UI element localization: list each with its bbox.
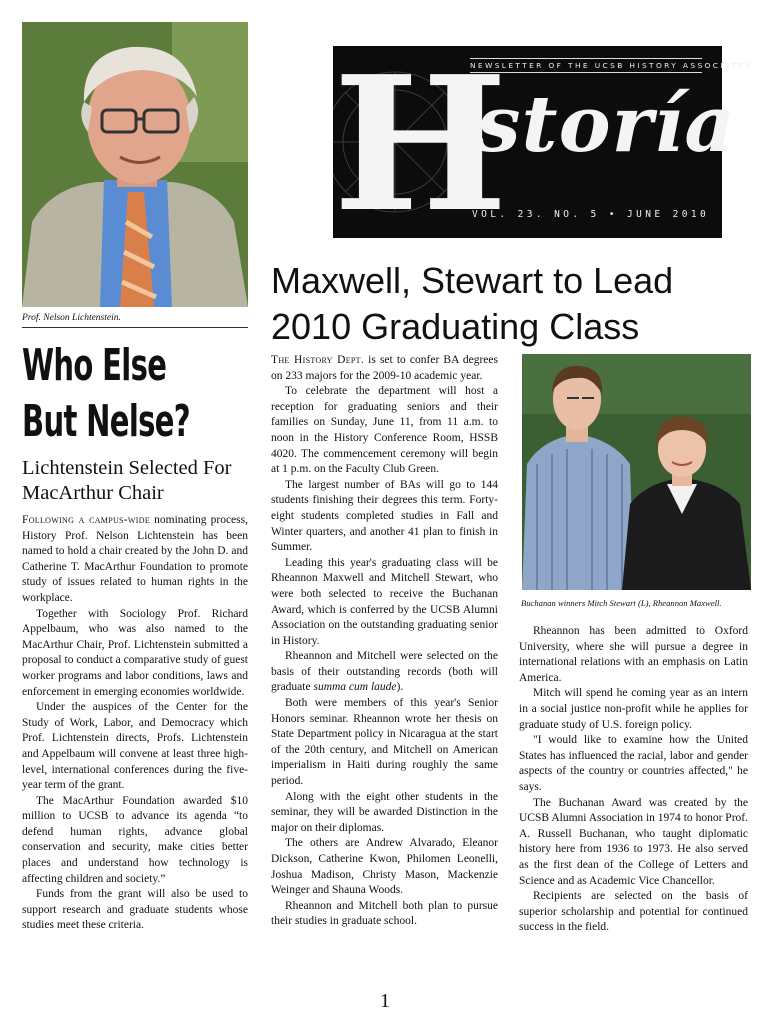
left-article-body [22, 513, 248, 934]
paragraph [271, 353, 498, 384]
lead-smallcaps: The History Dept. [271, 354, 365, 366]
winners-photo [522, 354, 751, 590]
divider [22, 327, 248, 328]
paragraph: "I would like to examine how the United States has influenced the racial, labor and gender aspects of the country or countries affected," he says. [519, 734, 748, 793]
main-headline: Maxwell, Stewart to Lead 2010 Graduating Class [271, 260, 674, 347]
winners-image [522, 354, 751, 590]
paragraph: Recipients are selected on the basis of superior scholarship and potential for continued success in the field. [519, 890, 748, 934]
who-else-headline [22, 338, 240, 450]
paragraph [22, 513, 248, 607]
paragraph: Leading this year's graduating class will be Rheannon Maxwell and Mitchell Stewart, who were both selected to receive the Buchanan Award, which is conferred by the UCSB Alumni Association on the outstanding graduating senior in History. [271, 556, 498, 647]
paragraph [271, 649, 498, 696]
headline-line: But Nelse? [22, 396, 190, 447]
issue-info: VOL. 23. NO. 5 • JUNE 2010 [472, 209, 710, 220]
professor-photo [22, 22, 248, 307]
paragraph: To celebrate the department will host a reception for graduating seniors and their families on Sunday, June 11, from 11 a.m. to noon in the History Conference Room, HSSB 4020. The commencement ceremony will begin at 1 p.m. on the Faculty Club Green. [271, 385, 498, 476]
paragraph: Mitch will spend he coming year as an intern in a social justice non-profit while he applies for graduate study of U.S. foreign policy. [519, 687, 748, 731]
paragraph-text: Rheannon and Mitchell were selected on the basis of their outstanding records (both will graduate [271, 650, 498, 694]
paragraph: Both were members of this year's Senior Honors seminar. Rheannon wrote her thesis on State Department policy in Nicaragua at the start of the 20th century, and Mitchell on American imperialism in Haiti during roughly the same period. [271, 697, 498, 788]
professor-portrait-image [22, 22, 248, 307]
professor-photo-caption: Prof. Nelson Lichtenstein. [22, 313, 121, 323]
paragraph: Rheannon and Mitchell both plan to pursue their studies in graduate school. [271, 899, 498, 928]
lead-smallcaps: Following a campus-wide [22, 514, 151, 526]
right-article-body [519, 624, 748, 936]
winners-photo-caption: Buchanan winners Mitch Stewart (L), Rheannon Maxwell. [521, 598, 722, 608]
paragraph-text: ). [396, 681, 404, 694]
paragraph-text: nominating process, History Prof. Nelson Lichtenstein has been named to hold a chair created by the John D. and Catherine T. MacArthur Foundation to promote study of issues related to human rights in the workplace. [22, 514, 248, 604]
paragraph: The largest number of BAs will go to 144 students finishing their degrees this term. Forty-eight students completed studies in Fall and Winter quarters, and another 41 plan to finish in Summer. [271, 478, 498, 554]
paragraph: Along with the eight other students in the seminar, they will be awarded Distinction in the major on their diplomas. [271, 790, 498, 834]
lichtenstein-subhead: Lichtenstein Selected For MacArthur Chair [22, 457, 232, 504]
paragraph: The MacArthur Foundation awarded $10 million to UCSB to advance its agenda “to defend human rights, advance global conservation and security, make cities better places and understand how technology is affecting children and society.” [22, 794, 248, 885]
masthead-big-letter: H [333, 35, 508, 253]
headline-line: Who Else [22, 340, 167, 391]
paragraph: Together with Sociology Prof. Richard Appelbaum, who was also named to the MacArthur Chair, Prof. Lichtenstein submitted a proposal to conduct a comparative study of guest worker programs and labor conditions, laws and enforcement in emerging economies worldwide. [22, 607, 248, 698]
page-number: 1 [380, 990, 390, 1012]
paragraph: Rheannon has been admitted to Oxford University, where she will pursue a degree in international relations with an emphasis on Latin America. [519, 625, 748, 684]
paragraph: The others are Andrew Alvarado, Eleanor Dickson, Catherine Kwon, Philomen Leonelli, Joshua Madison, Christy Mason, Mackenzie Weinger and Shauna Woods. [271, 837, 498, 897]
paragraph-text: is set to confer BA degrees on 233 majors for the 2009-10 academic year. [271, 354, 498, 382]
masthead-title: istoría [446, 79, 736, 170]
paragraph: Funds from the grant will also be used to support research and graduate students whose studies meet these criteria. [22, 888, 248, 932]
newsletter-tagline: NEWSLETTER OF THE UCSB HISTORY ASSOCIATES [470, 58, 702, 73]
main-article-body [271, 353, 498, 930]
emphasis-text: summa cum laude [313, 681, 397, 694]
paragraph: The Buchanan Award was created by the UCSB Alumni Association in 1974 to honor Prof. A. Russell Buchanan, who taught diplomatic history here from 1936 to 1973. He also served as the first dean of the College of Letters and Science and as Academic Vice Chancellor. [519, 796, 748, 887]
paragraph: Under the auspices of the Center for the Study of Work, Labor, and Democracy which Prof. Lichtenstein directs, Profs. Lichtenstein and Appelbaum will convene at least three high-level, international conferences during the five-year term of the grant. [22, 701, 248, 792]
